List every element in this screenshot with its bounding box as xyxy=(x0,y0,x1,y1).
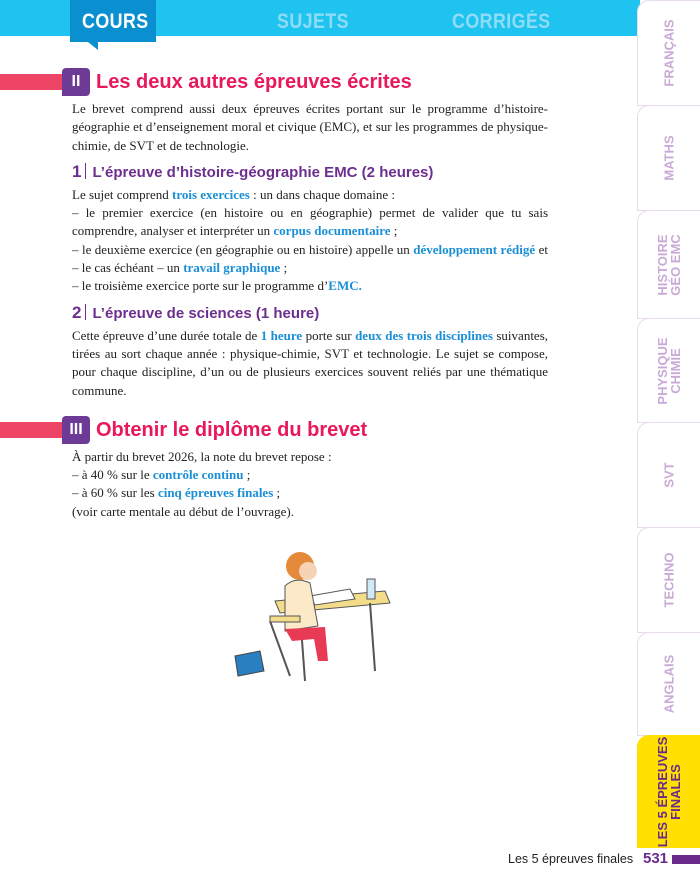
text-span: ; xyxy=(273,485,281,501)
intro-paragraph: Le brevet comprend aussi deux épreuves écrites portant sur le programme d’histoire-géographie et d’enseignement moral et civique (EMC), et sur les programmes de physique-chimie, de SVT et de technologie. xyxy=(72,101,548,153)
side-tab-label: SVT xyxy=(661,462,677,488)
sub-number: 1 xyxy=(72,161,82,181)
section-bar xyxy=(0,74,62,90)
text-span: corpus documentaire xyxy=(273,223,391,239)
text-span: suivantes, tirées au sort chaque année : physique-chimie, SVT et technologie. Le sujet se compose, pour chaque discipline, d’un ou de plusieurs exercices souvent reliés par une thématique commune. xyxy=(72,327,549,398)
text-span: ; xyxy=(243,467,251,483)
section-heading-3 xyxy=(0,416,560,444)
line1: HISTOIRE xyxy=(655,233,670,296)
text-span: ; xyxy=(390,223,398,239)
sub2-text xyxy=(72,327,548,400)
side-tab-label: TECHNO xyxy=(661,552,677,608)
section-bar xyxy=(0,422,62,438)
subheading-2 xyxy=(72,303,560,324)
page-bar xyxy=(672,855,700,864)
text-span: deux des trois disciplines xyxy=(355,327,493,343)
divider xyxy=(85,163,86,179)
side-tab-label: ANGLAIS xyxy=(661,654,677,714)
tab-cours[interactable] xyxy=(70,0,156,42)
text-span: cinq épreuves finales xyxy=(157,485,274,501)
subheading-1 xyxy=(72,162,560,183)
section-title: Obtenir le diplôme du brevet xyxy=(96,418,368,441)
side-tab-svt[interactable] xyxy=(637,422,700,528)
sub-number: 2 xyxy=(72,302,82,322)
text-span: – à 60 % sur les xyxy=(72,485,158,501)
text-span: ; xyxy=(280,260,288,276)
tab-corriges[interactable]: CORRIGÉS xyxy=(452,10,551,33)
spacer xyxy=(0,400,560,416)
side-tab-anglais[interactable] xyxy=(637,632,700,736)
text-span: porte sur xyxy=(302,327,356,343)
text-span: Cette épreuve d’une durée totale de xyxy=(72,327,261,343)
text-span: – le deuxième exercice (en géographie ou en histoire) appelle un xyxy=(72,241,414,257)
text-span: – le troisième exercice porte sur le programme d’ xyxy=(72,278,329,294)
text-span: développement rédigé xyxy=(413,241,536,257)
divider xyxy=(85,304,86,320)
tab-sujets[interactable]: SUJETS xyxy=(277,10,349,33)
side-tab-label xyxy=(656,736,682,847)
main-content xyxy=(0,68,560,691)
text-span: trois exercices xyxy=(172,186,250,202)
section-heading-2 xyxy=(0,68,560,96)
text-span: (voir carte mentale au début de l’ouvrage). xyxy=(72,503,294,519)
line1: PHYSIQUE xyxy=(655,336,670,405)
text-span: 1 heure xyxy=(260,327,303,343)
section-title: Les deux autres épreuves écrites xyxy=(96,71,412,93)
text-span: À partir du brevet 2026, la note du brevet repose : xyxy=(72,448,332,464)
line2: FINALES xyxy=(668,763,683,820)
footer-section: Les 5 épreuves finales xyxy=(508,852,634,866)
side-tab-physique[interactable] xyxy=(637,318,700,423)
side-tab-label xyxy=(656,337,682,404)
side-tab-techno[interactable] xyxy=(637,527,700,633)
text-span: : un dans chaque domaine : xyxy=(249,186,395,202)
section-number: III xyxy=(62,416,90,444)
text-span: et – le cas échéant – un xyxy=(72,241,548,276)
tab-label: COURS xyxy=(82,10,149,33)
side-tab-maths[interactable] xyxy=(637,105,700,211)
side-tab-histoire[interactable] xyxy=(637,210,700,319)
text-span: Le sujet comprend xyxy=(72,186,172,202)
s3-text xyxy=(72,448,548,521)
side-tab-label: FRANÇAIS xyxy=(661,19,677,87)
student-illustration xyxy=(230,531,400,691)
side-tab-epreuves-finales[interactable] xyxy=(637,735,700,848)
line2: CHIMIE xyxy=(668,347,683,394)
side-tab-label: MATHS xyxy=(661,135,677,181)
text-span: EMC. xyxy=(328,278,362,294)
text-span: travail graphique xyxy=(183,260,281,276)
line1: LES 5 ÉPREUVES xyxy=(655,736,670,847)
text-span: – à 40 % sur le xyxy=(72,467,153,483)
side-tabs xyxy=(637,0,700,848)
sub-title: L’épreuve d’histoire-géographie EMC (2 heures) xyxy=(92,163,434,181)
text-span: – le premier exercice (en histoire ou en géographie) permet de valider que tu sais comprendre, analyser et interpréter un xyxy=(72,205,548,239)
side-tab-label xyxy=(656,234,682,295)
sub1-text xyxy=(72,186,548,296)
text-span: contrôle continu xyxy=(152,467,244,483)
side-tab-francais[interactable] xyxy=(637,0,700,106)
page-number: 531 xyxy=(643,850,669,867)
sub-title: L’épreuve de sciences (1 heure) xyxy=(92,304,320,322)
section-number: II xyxy=(62,68,90,96)
line2: GÉO EMC xyxy=(668,233,683,296)
